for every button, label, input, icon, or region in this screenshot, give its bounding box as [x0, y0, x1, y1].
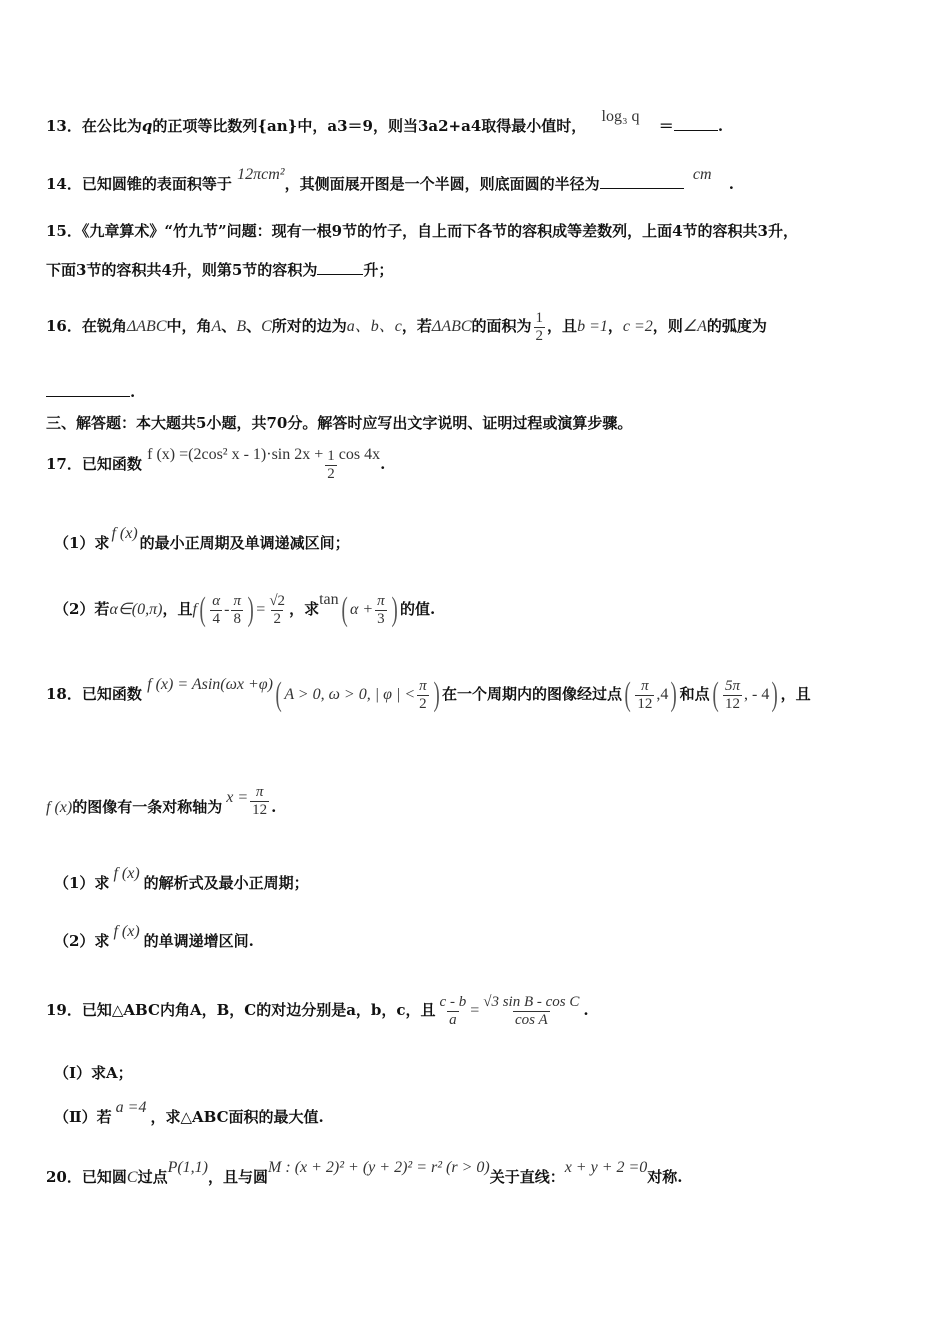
- unit: cm: [692, 166, 712, 183]
- question-19-part-1: （Ⅰ）求A；: [54, 1064, 133, 1082]
- question-number: 20．: [46, 1168, 82, 1186]
- question-18-part-2: （2）求f (x)的单调递增区间.: [54, 923, 254, 950]
- question-number: 14．: [46, 175, 82, 193]
- question-18-part-1: （1）求f (x)的解析式及最小正周期；: [54, 865, 309, 892]
- question-19: 19．已知△ABC内角A，B，C的对边分别是a，b，c，且 $\frac{c - b}{a}$ = $\frac{\text{√3 sin B - cos C}}{\text{cos A}}$ .: [46, 993, 589, 1028]
- question-17-part-1: （1）求f (x)的最小正周期及单调递减区间；: [54, 525, 350, 552]
- question-number: 13．: [46, 117, 82, 135]
- log-expression: log₃ q: [601, 108, 640, 125]
- function-definition: f (x) =(2cos² x - 1)·sin 2x +: [147, 446, 324, 463]
- expression: 3a2+a4: [417, 117, 482, 135]
- question-number: 19．: [46, 1001, 82, 1019]
- question-16: 16．在锐角ΔABC中，角A、B、C所对的边为a、b、c，若ΔABC的面积为 $\frac{1}{2}$ ，且b =1，c =2，则∠A的弧度为: [46, 309, 767, 344]
- question-14: 14．已知圆锥的表面积等于 12πcm²，其侧面展开图是一个半圆，则底面圆的半径为 cm .: [46, 166, 734, 193]
- question-18: 18．已知函数 f (x) = Asin(ωx +φ)( A > 0, ω > 0, | φ | < $\frac{\pi}{2}$ ) 在一个周期内的图像经过点( $\frac{\pi}{12}$ ,4) 和点( $\frac{5\pi}{12}$ , - 4) ，且: [46, 676, 811, 713]
- question-13: 13．在公比为q的正项等比数列{an}中，a3＝9，则当3a2+a4取得最小值时， log₃ q ＝ .: [46, 108, 724, 135]
- question-17: 17．已知函数 f (x) =(2cos² x - 1)·sin 2x + $\frac{1}{2}$ cos 4x.: [46, 446, 386, 482]
- question-20: 20．已知圆C过点P(1,1)，且与圆M : (x + 2)² + (y + 2)² = r² (r > 0)关于直线：x + y + 2 =0对称.: [46, 1159, 683, 1186]
- answer-blank: [317, 258, 363, 275]
- question-number: 18．: [46, 685, 82, 703]
- surface-area: 12πcm²: [237, 166, 285, 183]
- sequence-notation: {an}: [257, 117, 298, 135]
- question-number: 17．: [46, 455, 82, 473]
- question-15-line-2: 下面3节的容积共4升，则第5节的容积为 升；: [46, 258, 910, 281]
- question-number: 15．: [46, 222, 82, 240]
- answer-blank: [600, 172, 684, 189]
- question-18-line-2: f (x)的图像有一条对称轴为x = $\frac{\pi}{12}$ .: [46, 783, 277, 818]
- area-fraction: $\frac{1}{2}$: [535, 309, 544, 344]
- question-16-answer: .: [46, 380, 910, 403]
- answer-blank: [674, 114, 718, 131]
- question-17-part-2: （2）若α∈(0,π)，且f( $\frac{\alpha}{4}$ - $\frac{\pi}{8}$ ) = $\frac{√2}{2}$ ，求tan( α + $\frac{\pi}{3}$ ) 的值.: [54, 591, 436, 628]
- question-number: 16．: [46, 317, 82, 335]
- condition: a3＝9: [327, 117, 373, 135]
- section-heading: 三、解答题：本大题共5小题，共70分。解答时应写出文字说明、证明过程或演算步骤。: [46, 414, 633, 432]
- question-15-line-1: 15．《九章算术》“竹九节”问题：现有一根9节的竹子，自上而下各节的容积成等差数列，上面4节的容积共3升，: [46, 222, 798, 240]
- question-19-part-2: （Ⅱ）若a =4，求△ABC面积的最大值.: [54, 1099, 324, 1126]
- answer-blank: [46, 380, 130, 397]
